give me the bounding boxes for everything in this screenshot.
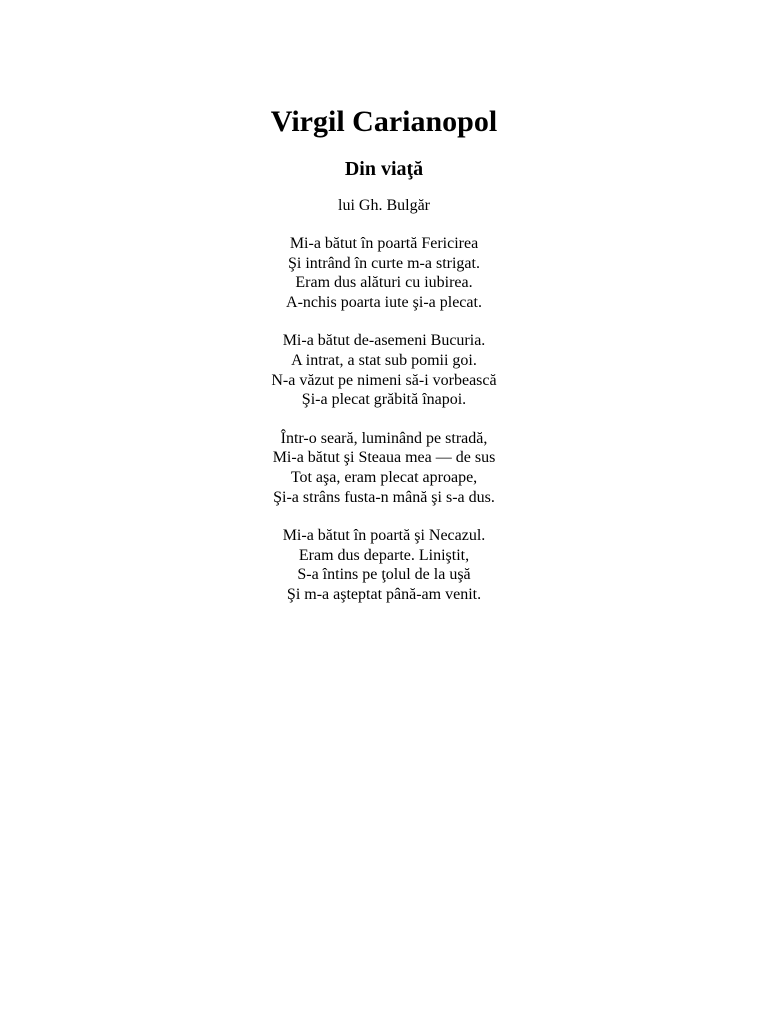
poem-body	[0, 234, 768, 624]
verse-line: Şi m-a aşteptat până-am venit.	[286, 585, 482, 603]
verse-line: Şi-a plecat grăbită înapoi.	[301, 391, 467, 409]
verse-line: Eram dus departe. Liniştit,	[298, 546, 470, 564]
verse-line: Mi-a bătut în poartă şi Necazul.	[282, 527, 486, 545]
author-heading: Virgil Carianopol	[270, 105, 498, 138]
verse-line: Şi-a strâns fusta-n mână şi s-a dus.	[273, 488, 495, 506]
verse-line: Şi intrând în curte m-a strigat.	[288, 254, 480, 272]
poem-title: Din viaţă	[344, 158, 424, 180]
verse-line: N-a văzut pe nimeni să-i vorbească	[271, 371, 497, 389]
stanza-2	[0, 331, 768, 409]
verse-line: A-nchis poarta iute şi-a plecat.	[286, 293, 482, 311]
verse-line: Într-o seară, luminând pe stradă,	[280, 429, 488, 447]
verse-line: Eram dus alături cu iubirea.	[295, 274, 473, 292]
verse-line: Mi-a bătut şi Steaua mea — de sus	[272, 449, 496, 467]
verse-line: S-a întins pe ţolul de la uşă	[297, 566, 471, 584]
verse-line: A intrat, a stat sub pomii goi.	[291, 351, 477, 369]
stanza-1	[0, 234, 768, 312]
stanza-4	[0, 526, 768, 604]
verse-line: Tot aşa, eram plecat aproape,	[290, 468, 478, 486]
verse-line: Mi-a bătut de-asemeni Bucuria.	[282, 332, 486, 350]
verse-line: Mi-a bătut în poartă Fericirea	[289, 235, 479, 252]
stanza-3	[0, 429, 768, 507]
dedication: lui Gh. Bulgăr	[338, 197, 430, 214]
